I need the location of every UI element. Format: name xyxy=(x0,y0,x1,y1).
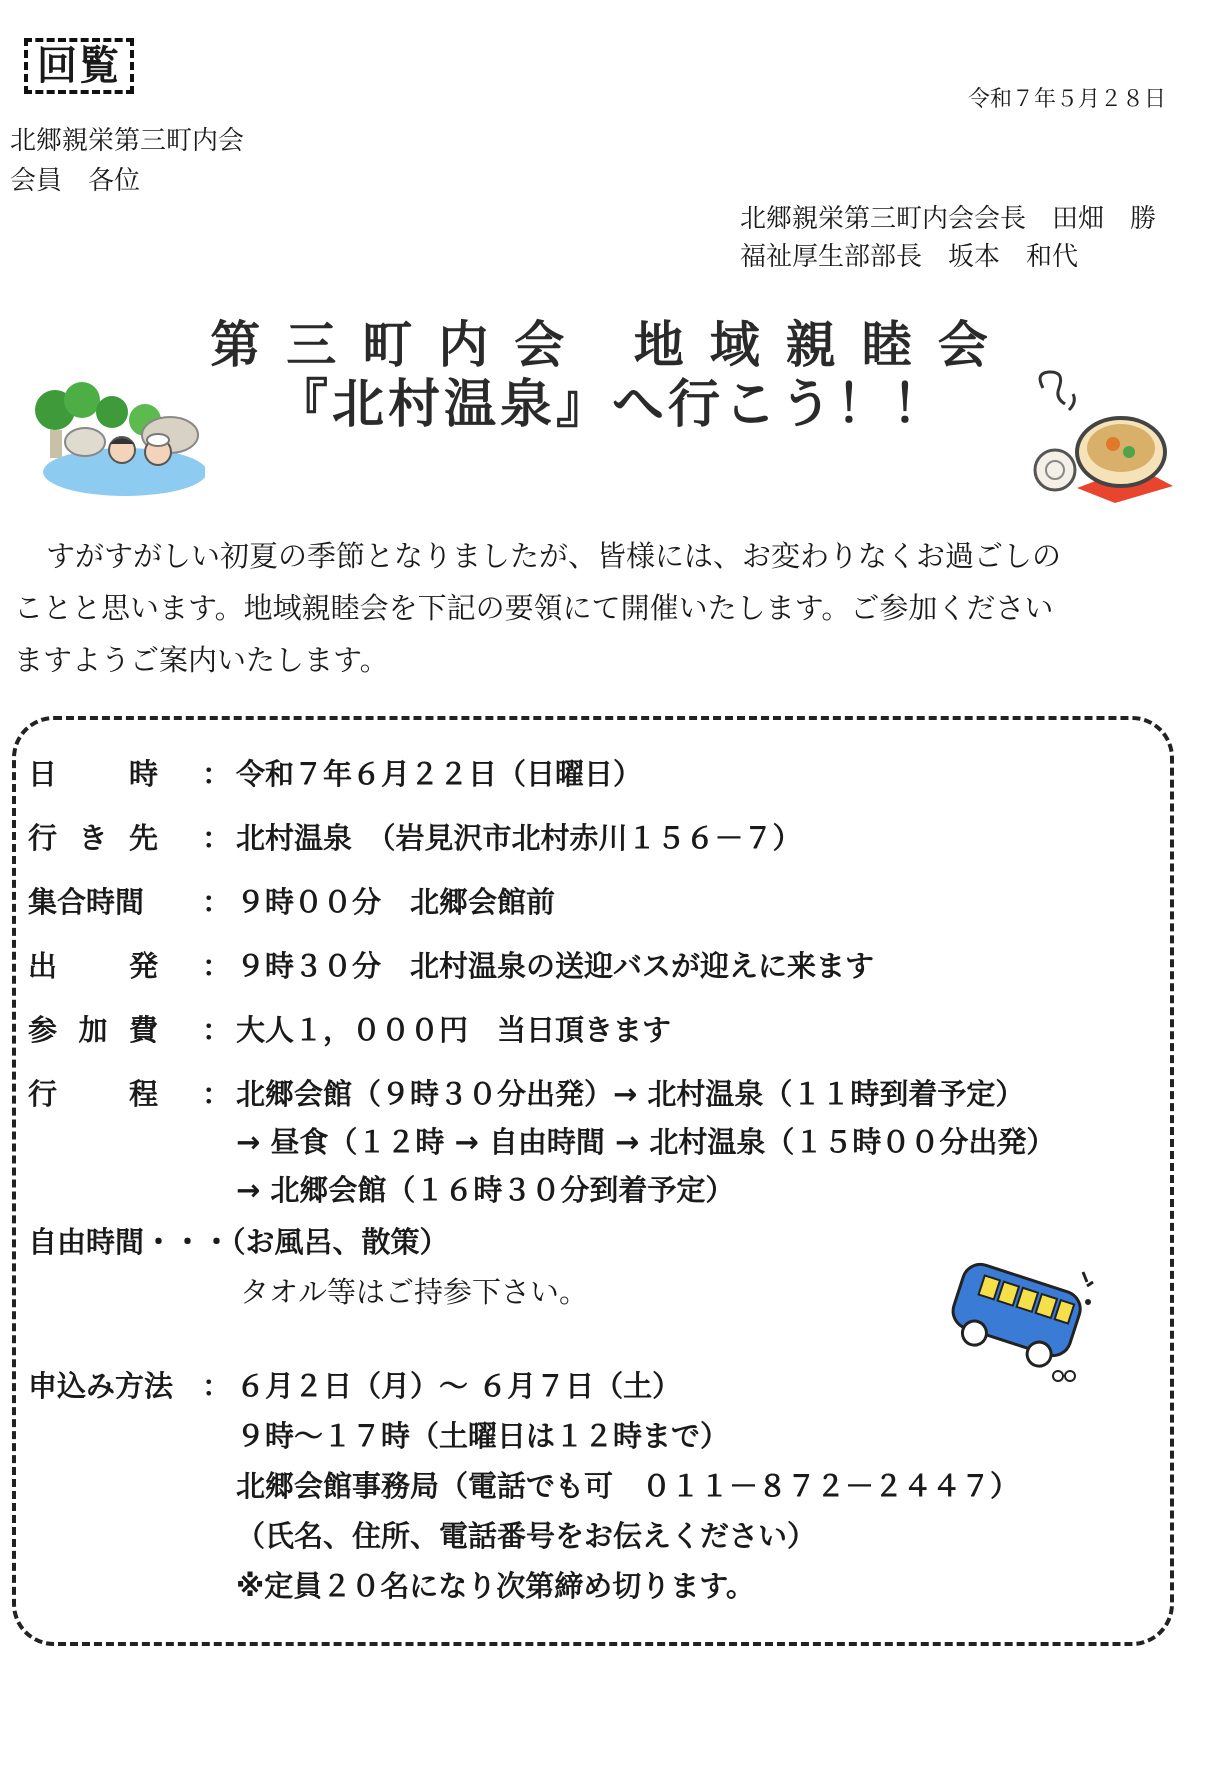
colon: ： xyxy=(202,885,232,919)
hot-spring-bathers-icon xyxy=(30,380,205,500)
colon: ： xyxy=(202,1077,232,1111)
hot-pot-meal-icon xyxy=(1025,368,1175,503)
meeting-value: ９時００分 北郷会館前 xyxy=(236,885,556,919)
sender-welfare-head: 福祉厚生部部長 坂本 和代 xyxy=(740,242,1079,272)
destination-label: 行 き 先 xyxy=(28,821,158,855)
recipient-org: 北郷親栄第三町内会 xyxy=(10,126,245,156)
meeting-label: 集合時間 xyxy=(28,885,145,919)
circulation-stamp: 回覧 xyxy=(24,38,134,94)
issue-date: 令和７年５月２８日 xyxy=(967,87,1166,112)
page-subtitle: 『北村温泉』へ行こう！！ xyxy=(275,375,948,435)
sender-chairman: 北郷親栄第三町内会会長 田畑 勝 xyxy=(740,204,1157,234)
colon: ： xyxy=(202,949,232,983)
colon: ： xyxy=(202,821,232,855)
free-time-note: タオル等はご持参下さい。 xyxy=(240,1275,589,1309)
colon: ： xyxy=(202,1369,232,1403)
free-time-label: 自由時間・・・（お風呂、散策） xyxy=(28,1225,449,1259)
application-line: 北郷会館事務局（電話でも可 ０１１－８７２－２４４７） xyxy=(236,1469,1020,1503)
application-line: ６月２日（月）～ ６月７日（土） xyxy=(236,1369,682,1403)
fee-label: 参 加 費 xyxy=(28,1013,158,1047)
itinerary-label: 行 程 xyxy=(28,1077,158,1111)
page-title: 第三町内会 地域親睦会 xyxy=(210,316,1014,374)
application-line: （氏名、住所、電話番号をお伝えください） xyxy=(236,1519,817,1553)
intro-line: ますようご案内いたします。 xyxy=(14,643,389,677)
application-line: ※定員２０名になり次第締め切ります。 xyxy=(236,1569,755,1603)
itinerary-line: → 昼食（１２時 → 自由時間 → 北村温泉（１５時００分出発） xyxy=(236,1125,1056,1159)
recipient-members: 会員 各位 xyxy=(10,166,141,196)
itinerary-line: 北郷会館（９時３０分出発）→ 北村温泉（１１時到着予定） xyxy=(236,1077,1025,1111)
destination-value: 北村温泉 （岩見沢市北村赤川１５６－７） xyxy=(236,821,802,855)
itinerary-line: → 北郷会館（１６時３０分到着予定） xyxy=(236,1173,735,1207)
intro-line: ことと思います。地域親睦会を下記の要領にて開催いたします。ご参加ください xyxy=(14,591,1054,625)
colon: ： xyxy=(202,1013,232,1047)
date-value: 令和７年６月２２日（日曜日） xyxy=(236,757,643,791)
intro-line: すがすがしい初夏の季節となりましたが、皆様には、お変わりなくお過ごしの xyxy=(46,539,1062,573)
application-line: ９時～１７時（土曜日は１２時まで） xyxy=(236,1419,730,1453)
application-label: 申込み方法 xyxy=(28,1369,174,1403)
departure-label: 出 発 xyxy=(28,949,158,983)
colon: ： xyxy=(202,757,232,791)
fee-value: 大人１，０００円 当日頂きます xyxy=(236,1013,672,1047)
intro-paragraph xyxy=(14,530,1164,686)
departure-value: ９時３０分 北村温泉の送迎バスが迎えに来ます xyxy=(236,949,875,983)
date-label: 日 時 xyxy=(28,757,158,791)
bus-icon xyxy=(938,1252,1103,1387)
